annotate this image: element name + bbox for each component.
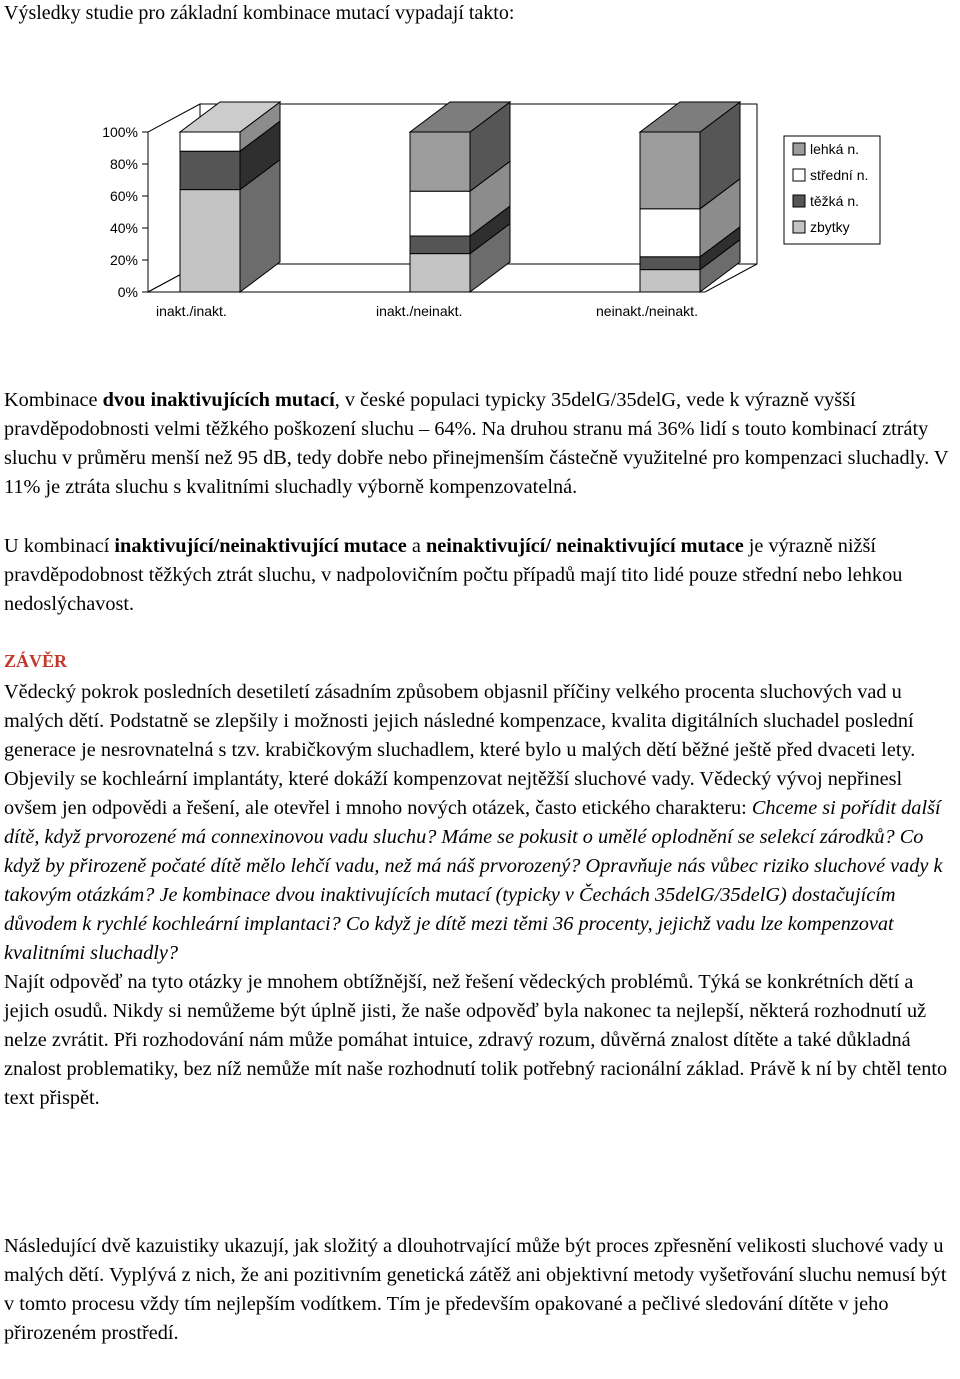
legend-swatch — [793, 195, 805, 207]
intro-line: Výsledky studie pro základní kombinace mutací vypadají takto: — [4, 2, 515, 24]
y-axis-ticks — [102, 124, 148, 300]
legend-label: těžká n. — [810, 193, 860, 209]
x-category-label: inakt./inakt. — [156, 303, 227, 319]
paragraph-conclusion: Vědecký pokrok posledních desetiletí zásadním způsobem objasnil příčiny velkého procenta sluchových vad u malých dětí. Podstatně se zlepšily i možnosti jejich následné kompenzace, kvalita digitálních sluchadel poslední generace je nesrovnatelná s tzv. krabičkovým sluchadlem, které bylo u malých dětí běžné ještě před dvaceti lety. Objevily se kochleární implantáty, které dokáží kompenzovat nejtěžší sluchové vady. Vědecký vývoj nepřinesl ovšem jen odpovědi a řešení, ale otevřel i mnoho nových otázek, často etického charakteru: Chceme si pořídit další dítě, když prvorozené má connexinovou vadu sluchu? Máme se pokusit o umělé oplodnění se selekcí zárodků? Co když by přirozeně počaté dítě mělo lehčí vadu, než má náš prvorozený? Opravňuje nás vůbec riziko sluchové vady k takovým otázkám? Je kombinace dvou inaktivujících mutací (typicky v Čechách 35delG/35delG) dostačujícím důvodem k rychlé kochleární implantaci? Co když je dítě mezi těmi 36 procenty, jejichž vadu lze kompenzovat kvalitními sluchadly? Najít odpověď na tyto otázky je mnohem obtížnější, než řešení vědeckých problémů. Týká se konkrétních dětí a jejich osudů. Nikdy si nemůžeme být úplně jisti, že naše odpověď byla nakonec ta nejlepší, některá rozhodnutí už nelze zvrátit. Při rozhodování nám může pomáhat intuice, zdravý rozum, důvěrná znalost dítěte a také důkladná znalost problematiky, bez níž nemůže mít naše rozhodnutí tolik potřebný racionální základ. Právě k ní by chtěl tento text přispět. — [4, 681, 948, 1109]
paragraph-inactivating: Kombinace dvou inaktivujících mutací, v české populaci typicky 35delG/35delG, vede k výrazně vyšší pravděpodobnosti velmi těžkého poškození sluchu – 64%. Na druhou stranu má 36% lidí s touto kombinací ztráty sluchu v průměru menší než 95 dB, tedy dobře nebo přinejmenším částečně využitelné pro kompenzaci sluchadly. V 11% je ztráta sluchu s kvalitními sluchadly výborně kompenzovatelná. — [4, 389, 949, 498]
stacked-bar-chart — [0, 0, 960, 330]
bar-segment-front — [410, 236, 470, 254]
bar-stack — [180, 102, 280, 292]
bar-segment-front — [180, 190, 240, 292]
legend-swatch — [793, 169, 805, 181]
y-tick-label: 60% — [109, 188, 138, 204]
bar-segment-front — [640, 270, 700, 292]
y-tick-label: 40% — [109, 220, 138, 236]
bar-segment-front — [410, 191, 470, 236]
bar-segment-front — [180, 132, 240, 151]
y-tick-label: 20% — [109, 252, 138, 268]
section-heading: ZÁVĚR — [4, 651, 68, 671]
x-category-label: neinakt./neinakt. — [596, 303, 698, 319]
bar-stack — [410, 102, 510, 292]
bar-segment-front — [410, 254, 470, 292]
legend-label: střední n. — [810, 167, 869, 183]
bar-segment-front — [410, 132, 470, 191]
y-tick-label: 100% — [102, 124, 138, 140]
chart-legend — [784, 136, 880, 244]
bar-segment-front — [640, 209, 700, 257]
bar-segment-front — [640, 257, 700, 270]
legend-swatch — [793, 143, 805, 155]
y-tick-label: 80% — [109, 156, 138, 172]
legend-swatch — [793, 221, 805, 233]
paragraph-case-studies: Následující dvě kazuistiky ukazují, jak složitý a dlouhotrvající může být proces zpřesnění velikosti sluchové vady u malých dětí. Vyplývá z nich, že ani pozitivním genetická zátěž ani objektivní metody vyšetřování sluchu nemusí být v tomto procesu vždy tím nejlepším vodítkem. Tím je především opakované a pečlivé sledování dítěte v jeho přirozeném prostředí. — [4, 1235, 947, 1344]
legend-label: zbytky — [810, 219, 850, 235]
bar-stack — [640, 102, 740, 292]
chart-bars — [180, 102, 740, 292]
legend-label: lehká n. — [810, 141, 860, 157]
x-axis-categories — [156, 303, 698, 319]
paragraph-mixed-mutations: U kombinací inaktivující/neinaktivující mutace a neinaktivující/ neinaktivující mutace je výrazně nižší pravděpodobnost těžkých ztrát sluchu, v nadpolovičním počtu případů mají tito lidé pouze střední nebo lehkou nedoslýchavost. — [4, 535, 903, 615]
bar-segment-front — [640, 132, 700, 209]
x-category-label: inakt./neinakt. — [376, 303, 463, 319]
y-tick-label: 0% — [117, 284, 138, 300]
bar-segment-front — [180, 151, 240, 189]
